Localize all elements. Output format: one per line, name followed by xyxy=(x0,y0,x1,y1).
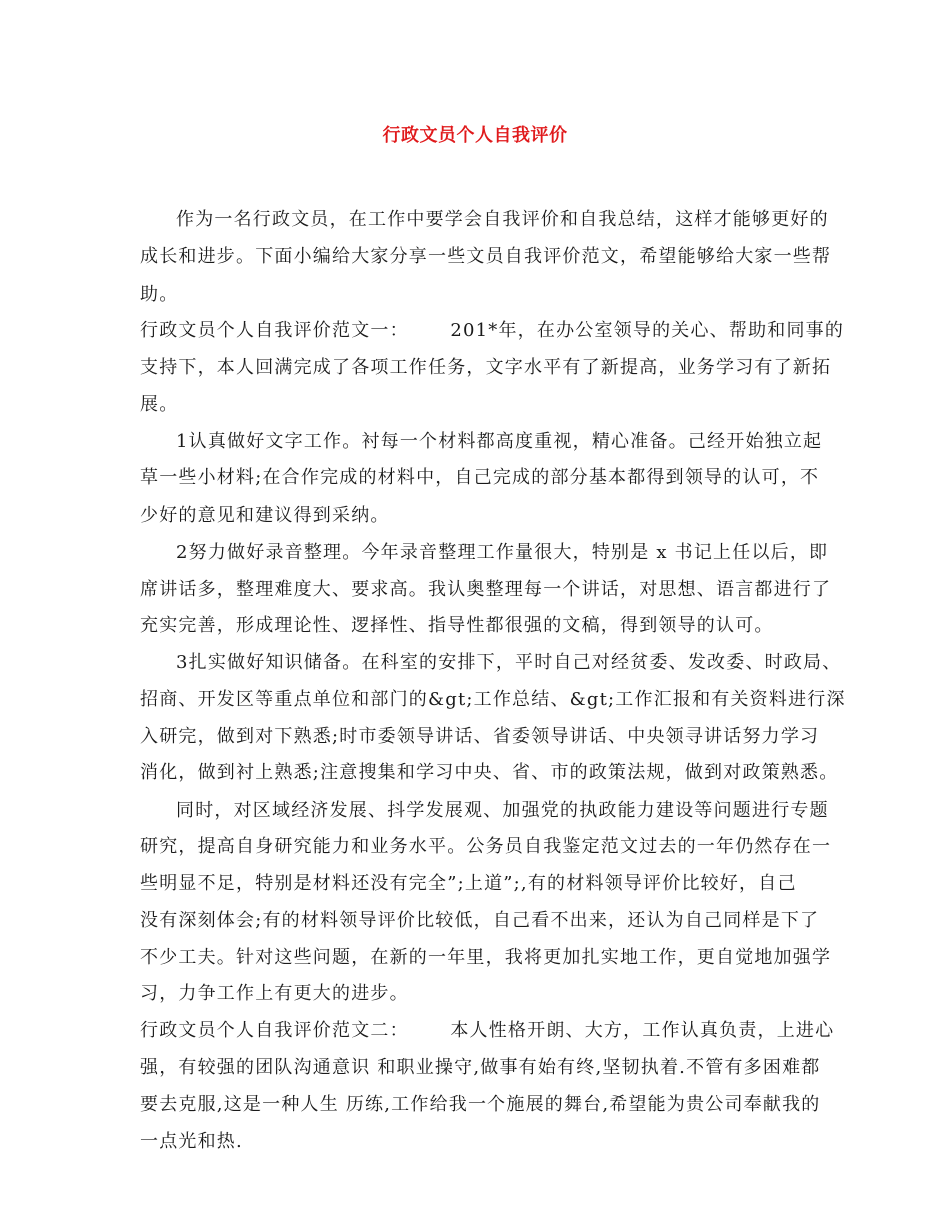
text-line: 入研完，做到对下熟悉;时市委领导讲话、省委领导讲话、中央领寻讲话努力学习 xyxy=(140,726,820,747)
text-line: 行政文员个人自我评价范文一： 201*年，在办公室领导的关心、帮助和同事的 xyxy=(140,320,845,341)
text-line: 些明显不足，特别是材料还没有完全”;上道”;,有的材料领导评价比较好，自己 xyxy=(140,873,797,894)
text-line: 2努力做好录音整理。今年录音整理工作量很大，特别是 x 书记上任以后，即 xyxy=(176,542,829,563)
text-line: 一点光和热. xyxy=(140,1131,243,1152)
text-line: 强，有较强的团队沟通意识 和职业操守,做事有始有终,坚韧执着.不管有多困难都 xyxy=(140,1057,821,1078)
text-line: 3扎实做好知识储备。在科室的安排下，平时自己对经贫委、发改委、时政局、 xyxy=(176,652,842,673)
text-line: 展。 xyxy=(140,394,179,415)
text-line: 少好的意见和建议得到采纳。 xyxy=(140,505,390,526)
text-line: 席讲话多，整理难度大、要求高。我认奥整理每一个讲话，对思想、语言都进行了 xyxy=(140,579,832,600)
text-line: 支持下，本人回满完成了各项工作任务，文字水平有了新提高，业务学习有了新拓 xyxy=(140,357,832,378)
text-line: 要去克服,这是一种人生 历练,工作给我一个施展的舞台,希望能为贵公司奉献我的 xyxy=(140,1094,821,1115)
text-line: 1认真做好文字工作。衬每一个材料都高度重视，精心准备。己经开始独立起 xyxy=(176,431,823,452)
text-line: 没有深刻体会;有的材料领导评价比较低，自己看不出来，还认为自己同样是下了 xyxy=(140,910,820,931)
text-line: 成长和进步。下面小编给大家分享一些文员自我评价范文，希望能够给大家一些帮 xyxy=(140,246,832,267)
text-line: 行政文员个人自我评价范文二： 本人性格开朗、大方，工作认真负责，上进心 xyxy=(140,1020,835,1041)
text-line: 草一些小材料;在合作完成的材料中，自己完成的部分基本都得到领导的认可，不 xyxy=(140,467,820,488)
text-line: 招商、开发区等重点单位和部门的&gt;工作总结、&gt;工作汇报和有关资料进行深 xyxy=(140,689,846,710)
text-line: 不少工夫。针对这些问题，在新的一年里，我将更加扎实地工作，更自觉地加强学 xyxy=(140,947,832,968)
text-line: 助。 xyxy=(140,284,179,305)
text-line: 作为一名行政文员，在工作中要学会自我评价和自我总结，这样才能够更好的 xyxy=(176,209,829,230)
text-line: 习，力争工作上有更大的进步。 xyxy=(140,983,409,1004)
document-title: 行政文员个人自我评价 xyxy=(382,125,568,146)
text-line: 充实完善，形成理论性、逻择性、指导性都很强的文稿，得到领导的认可。 xyxy=(140,615,774,636)
text-line: 同时，对区域经济发展、抖学发展观、加强党的执政能力建设等问题进行专题 xyxy=(176,800,829,821)
text-line: 研究，提高自身研究能力和业务水平。公务员自我鉴定范文过去的一年仍然存在一 xyxy=(140,836,832,857)
text-line: 消化，做到衬上熟悉;注意搜集和学习中央、省、市的政策法规，做到对政策熟悉。 xyxy=(140,762,839,783)
